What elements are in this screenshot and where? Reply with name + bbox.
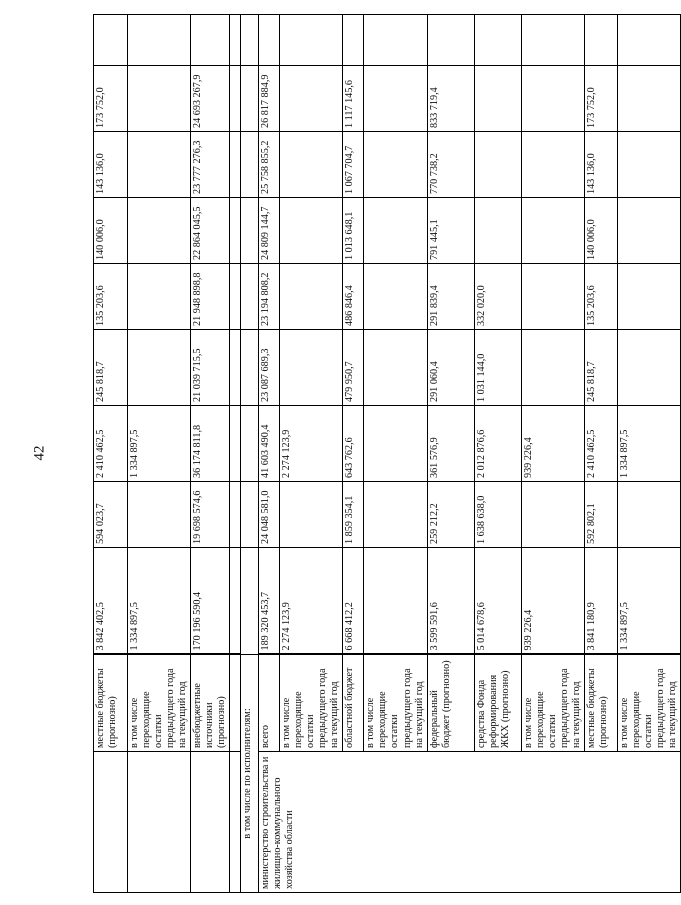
row-label: в том числе переходящие остатки предыдущего года на текущий год [364, 655, 427, 752]
value-cell [128, 264, 191, 330]
value-cell: 173 752,0 [584, 66, 617, 132]
row-label: в том числе переходящие остатки предыдущего года на текущий год [521, 655, 584, 752]
empty-cell [474, 15, 521, 66]
page-number: 42 [31, 445, 48, 461]
blank-cell [230, 132, 241, 198]
value-cell: 24 693 267,9 [191, 66, 230, 132]
value-cell: 291 060,4 [427, 330, 474, 406]
value-cell: 939 226,4 [521, 406, 584, 482]
value-cell [617, 330, 680, 406]
blank-cell [230, 15, 241, 66]
blank-cell [230, 330, 241, 406]
value-cell: 135 203,6 [94, 264, 128, 330]
value-cell [280, 264, 343, 330]
empty-cell [94, 15, 128, 66]
value-cell [474, 66, 521, 132]
value-cell: 22 864 045,5 [191, 198, 230, 264]
empty-cell [617, 15, 680, 66]
value-cell: 594 023,7 [94, 482, 128, 548]
value-cell: 259 212,2 [427, 482, 474, 548]
value-cell: 140 006,0 [584, 198, 617, 264]
value-cell: 1 117 145,6 [343, 66, 364, 132]
value-cell [364, 264, 427, 330]
value-cell: 2 274 123,9 [280, 548, 343, 655]
value-cell: 170 196 590,4 [191, 548, 230, 655]
value-cell [280, 66, 343, 132]
blank-cell [241, 330, 259, 406]
value-cell: 135 203,6 [584, 264, 617, 330]
blank-cell [241, 548, 259, 655]
value-cell [364, 132, 427, 198]
value-cell: 3 842 402,5 [94, 548, 128, 655]
value-cell [128, 132, 191, 198]
value-cell [521, 198, 584, 264]
value-cell [617, 66, 680, 132]
value-cell: 791 445,1 [427, 198, 474, 264]
budget-table [93, 14, 681, 893]
value-cell: 479 950,7 [343, 330, 364, 406]
value-cell: 24 048 581,0 [259, 482, 280, 548]
value-cell: 5 014 678,6 [474, 548, 521, 655]
value-cell: 1 859 354,1 [343, 482, 364, 548]
value-cell: 3 599 591,6 [427, 548, 474, 655]
value-cell: 1 031 144,0 [474, 330, 521, 406]
blank-cell [230, 655, 241, 752]
row-label: областной бюджет [343, 655, 364, 752]
value-cell: 2 274 123,9 [280, 406, 343, 482]
row-label: местные бюджеты (прогнозно) [584, 655, 617, 752]
value-cell: 939 226,4 [521, 548, 584, 655]
blank-cell [94, 752, 128, 893]
value-cell [128, 330, 191, 406]
empty-cell [128, 15, 191, 66]
row-label: местные бюджеты (прогнозно) [94, 655, 128, 752]
value-cell [128, 482, 191, 548]
subheading: в том числе по исполнителям: [241, 655, 259, 893]
value-cell: 143 136,0 [94, 132, 128, 198]
blank-cell [230, 752, 241, 893]
value-cell [617, 132, 680, 198]
row-label: внебюджетные источники (прогнозно) [191, 655, 230, 752]
blank-cell [241, 482, 259, 548]
value-cell [617, 264, 680, 330]
budget-table-rotated [93, 15, 678, 893]
value-cell: 245 818,7 [94, 330, 128, 406]
value-cell [364, 548, 427, 655]
blank-cell [230, 482, 241, 548]
value-cell: 23 194 808,2 [259, 264, 280, 330]
value-cell: 2 012 876,6 [474, 406, 521, 482]
value-cell: 3 841 180,9 [584, 548, 617, 655]
spacer-row [230, 15, 241, 893]
value-cell: 332 020,0 [474, 264, 521, 330]
table-row [128, 15, 191, 893]
value-cell: 41 603 490,4 [259, 406, 280, 482]
executor-label: министерство строительства и жилищно-коммунального хозяйства области [259, 752, 681, 893]
value-cell: 1 334 897,5 [617, 406, 680, 482]
value-cell: 1 638 638,0 [474, 482, 521, 548]
table-row [191, 15, 230, 893]
empty-cell [259, 15, 280, 66]
value-cell [617, 198, 680, 264]
blank-cell [230, 66, 241, 132]
value-cell [521, 330, 584, 406]
blank-cell [191, 752, 230, 893]
value-cell [364, 482, 427, 548]
blank-cell [230, 406, 241, 482]
value-cell [364, 198, 427, 264]
empty-cell [427, 15, 474, 66]
value-cell [617, 482, 680, 548]
value-cell [474, 198, 521, 264]
value-cell: 21 039 715,5 [191, 330, 230, 406]
value-cell: 26 817 884,9 [259, 66, 280, 132]
blank-cell [241, 406, 259, 482]
value-cell [521, 264, 584, 330]
value-cell: 189 320 453,7 [259, 548, 280, 655]
row-label: в том числе переходящие остатки предыдущего года на текущий год [617, 655, 680, 752]
value-cell: 770 738,2 [427, 132, 474, 198]
value-cell [364, 330, 427, 406]
empty-cell [191, 15, 230, 66]
value-cell [474, 132, 521, 198]
value-cell [128, 198, 191, 264]
value-cell: 36 174 811,8 [191, 406, 230, 482]
value-cell: 361 576,9 [427, 406, 474, 482]
table-row [259, 15, 280, 893]
value-cell: 1 067 704,7 [343, 132, 364, 198]
value-cell [280, 198, 343, 264]
value-cell [280, 330, 343, 406]
value-cell: 245 818,7 [584, 330, 617, 406]
value-cell [521, 482, 584, 548]
value-cell [521, 66, 584, 132]
value-cell: 23 087 689,3 [259, 330, 280, 406]
row-label: средства Фонда реформирования ЖКХ (прогнозно) [474, 655, 521, 752]
empty-cell [584, 15, 617, 66]
empty-cell [364, 15, 427, 66]
blank-cell [230, 548, 241, 655]
subheading-row [241, 15, 259, 893]
row-label: в том числе переходящие остатки предыдущего года на текущий год [280, 655, 343, 752]
value-cell: 1 334 897,5 [128, 406, 191, 482]
value-cell [280, 482, 343, 548]
value-cell: 643 762,6 [343, 406, 364, 482]
blank-cell [241, 15, 259, 66]
value-cell [521, 132, 584, 198]
value-cell [280, 132, 343, 198]
empty-cell [343, 15, 364, 66]
value-cell: 25 758 855,2 [259, 132, 280, 198]
value-cell: 24 809 144,7 [259, 198, 280, 264]
blank-cell [241, 66, 259, 132]
value-cell: 1 013 648,1 [343, 198, 364, 264]
row-label: в том числе переходящие остатки предыдущего года на текущий год [128, 655, 191, 752]
value-cell: 833 719,4 [427, 66, 474, 132]
value-cell: 592 802,1 [584, 482, 617, 548]
table-body [94, 15, 681, 893]
value-cell: 1 334 897,5 [128, 548, 191, 655]
value-cell: 486 846,4 [343, 264, 364, 330]
rotated-table-container [93, 15, 678, 893]
value-cell [364, 66, 427, 132]
value-cell: 2 410 462,5 [584, 406, 617, 482]
value-cell: 2 410 462,5 [94, 406, 128, 482]
value-cell: 140 006,0 [94, 198, 128, 264]
value-cell [364, 406, 427, 482]
value-cell: 19 698 574,6 [191, 482, 230, 548]
value-cell: 173 752,0 [94, 66, 128, 132]
value-cell: 23 777 276,3 [191, 132, 230, 198]
value-cell [128, 66, 191, 132]
empty-cell [280, 15, 343, 66]
blank-cell [241, 264, 259, 330]
blank-cell [230, 198, 241, 264]
value-cell: 6 668 412,2 [343, 548, 364, 655]
row-label: всего [259, 655, 280, 752]
value-cell: 1 334 897,5 [617, 548, 680, 655]
blank-cell [241, 198, 259, 264]
blank-cell [128, 752, 191, 893]
value-cell: 291 839,4 [427, 264, 474, 330]
empty-cell [521, 15, 584, 66]
row-label: федеральный бюджет (прогнозно) [427, 655, 474, 752]
value-cell: 21 948 898,8 [191, 264, 230, 330]
table-row [94, 15, 128, 893]
blank-cell [241, 132, 259, 198]
value-cell: 143 136,0 [584, 132, 617, 198]
blank-cell [230, 264, 241, 330]
